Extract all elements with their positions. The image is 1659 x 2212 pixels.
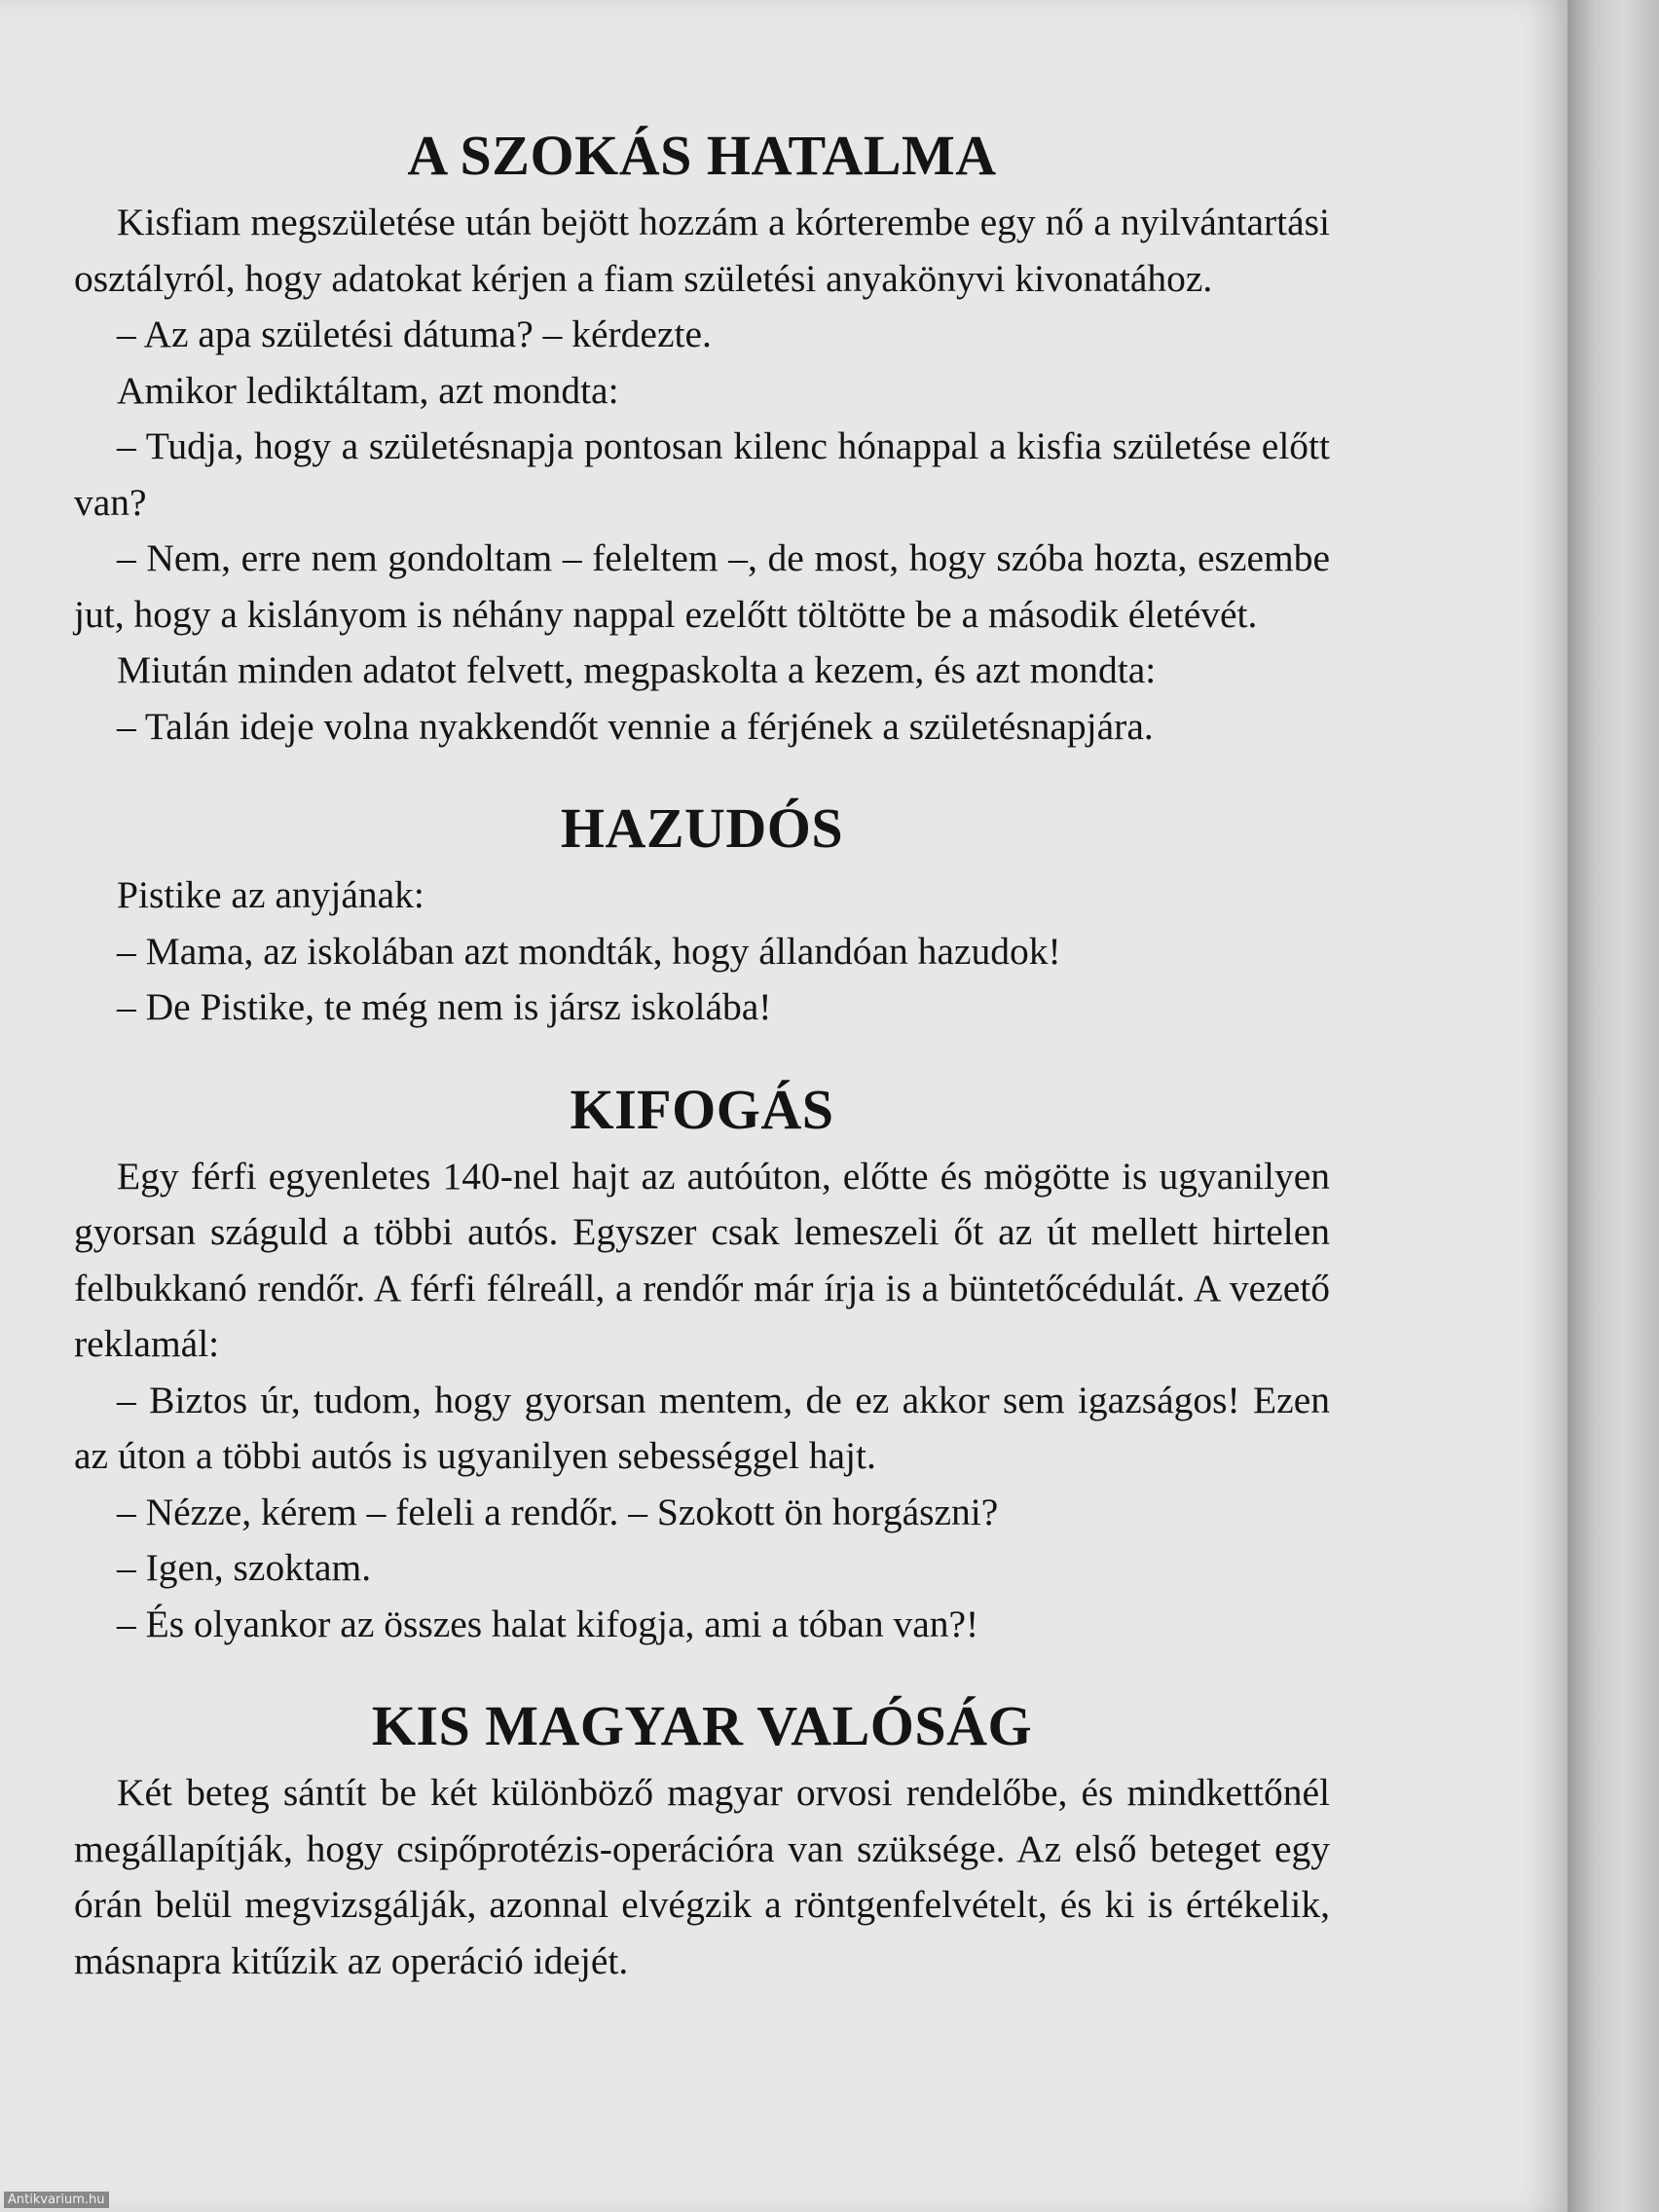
section-title: KIFOGÁS <box>570 1077 834 1141</box>
section-title: KIS MAGYAR VALÓSÁG <box>371 1694 1033 1757</box>
section-title: A SZOKÁS HATALMA <box>407 124 997 187</box>
watermark: Antikvarium.hu <box>4 2192 109 2208</box>
paragraph: – Mama, az iskolában azt mondták, hogy állandóan hazudok! <box>117 929 1061 973</box>
paragraph: – De Pistike, te még nem is jársz iskolába! <box>117 985 772 1028</box>
paragraph: Egy férfi egyenletes 140-nel hajt az autóúton, előtte és mögötte is ugyanilyen gyorsan száguld a többi autós. Egyszer csak lemeszeli őt az út mellett hirtelen felbukkanó rendőr. A férfi félreáll, a rendőr már írja is a büntetőcédulát. A vezető reklamál: <box>74 1154 1330 1365</box>
section-title: HAZUDÓS <box>560 796 844 860</box>
paragraph: – Tudja, hogy a születésnapja pontosan kilenc hónappal a kisfia születése előtt van? <box>74 424 1330 524</box>
paragraph: – Nézze, kérem – feleli a rendőr. – Szokott ön horgászni? <box>117 1490 999 1533</box>
paragraph: – Az apa születési dátuma? – kérdezte. <box>117 313 712 355</box>
paragraph: Amikor lediktáltam, azt mondta: <box>117 368 619 412</box>
paragraph: – Igen, szoktam. <box>117 1546 372 1589</box>
paragraph: – És olyankor az összes halat kifogja, ami a tóban van?! <box>117 1602 979 1645</box>
paragraph: – Biztos úr, tudom, hogy gyorsan mentem, de ez akkor sem igazságos! Ezen az úton a többi autós is ugyanilyen sebességgel hajt. <box>74 1378 1330 1477</box>
paragraph: Két beteg sántít be két különböző magyar orvosi rendelőbe, és mindkettőnél megállapítják, hogy csipőprotézis-operációra van szüksége. Az első beteget egy órán belül megvizsgálják, azonnal elvégzik a röntgenfelvételt, és ki is értékelik, másnapra kitűzik az operáció idejét. <box>74 1771 1330 1982</box>
paragraph: Pistike az anyjának: <box>117 873 424 916</box>
page-text <box>74 117 1330 1989</box>
paragraph: – Nem, erre nem gondoltam – feleltem –, de most, hogy szóba hozta, eszembe jut, hogy a kislányom is néhány nappal ezelőtt töltötte be a második életévét. <box>74 536 1330 636</box>
paragraph: Kisfiam megszületése után bejött hozzám a kórterembe egy nő a nyilvántartási osztályról, hogy adatokat kérjen a fiam születési anyakönyvi kivonatához. <box>74 201 1330 300</box>
book-page-edge <box>1567 0 1659 2212</box>
paragraph: – Talán ideje volna nyakkendőt vennie a férjének a születésnapjára. <box>117 704 1154 748</box>
paragraph: Miután minden adatot felvett, megpaskolta a kezem, és azt mondta: <box>117 648 1157 691</box>
